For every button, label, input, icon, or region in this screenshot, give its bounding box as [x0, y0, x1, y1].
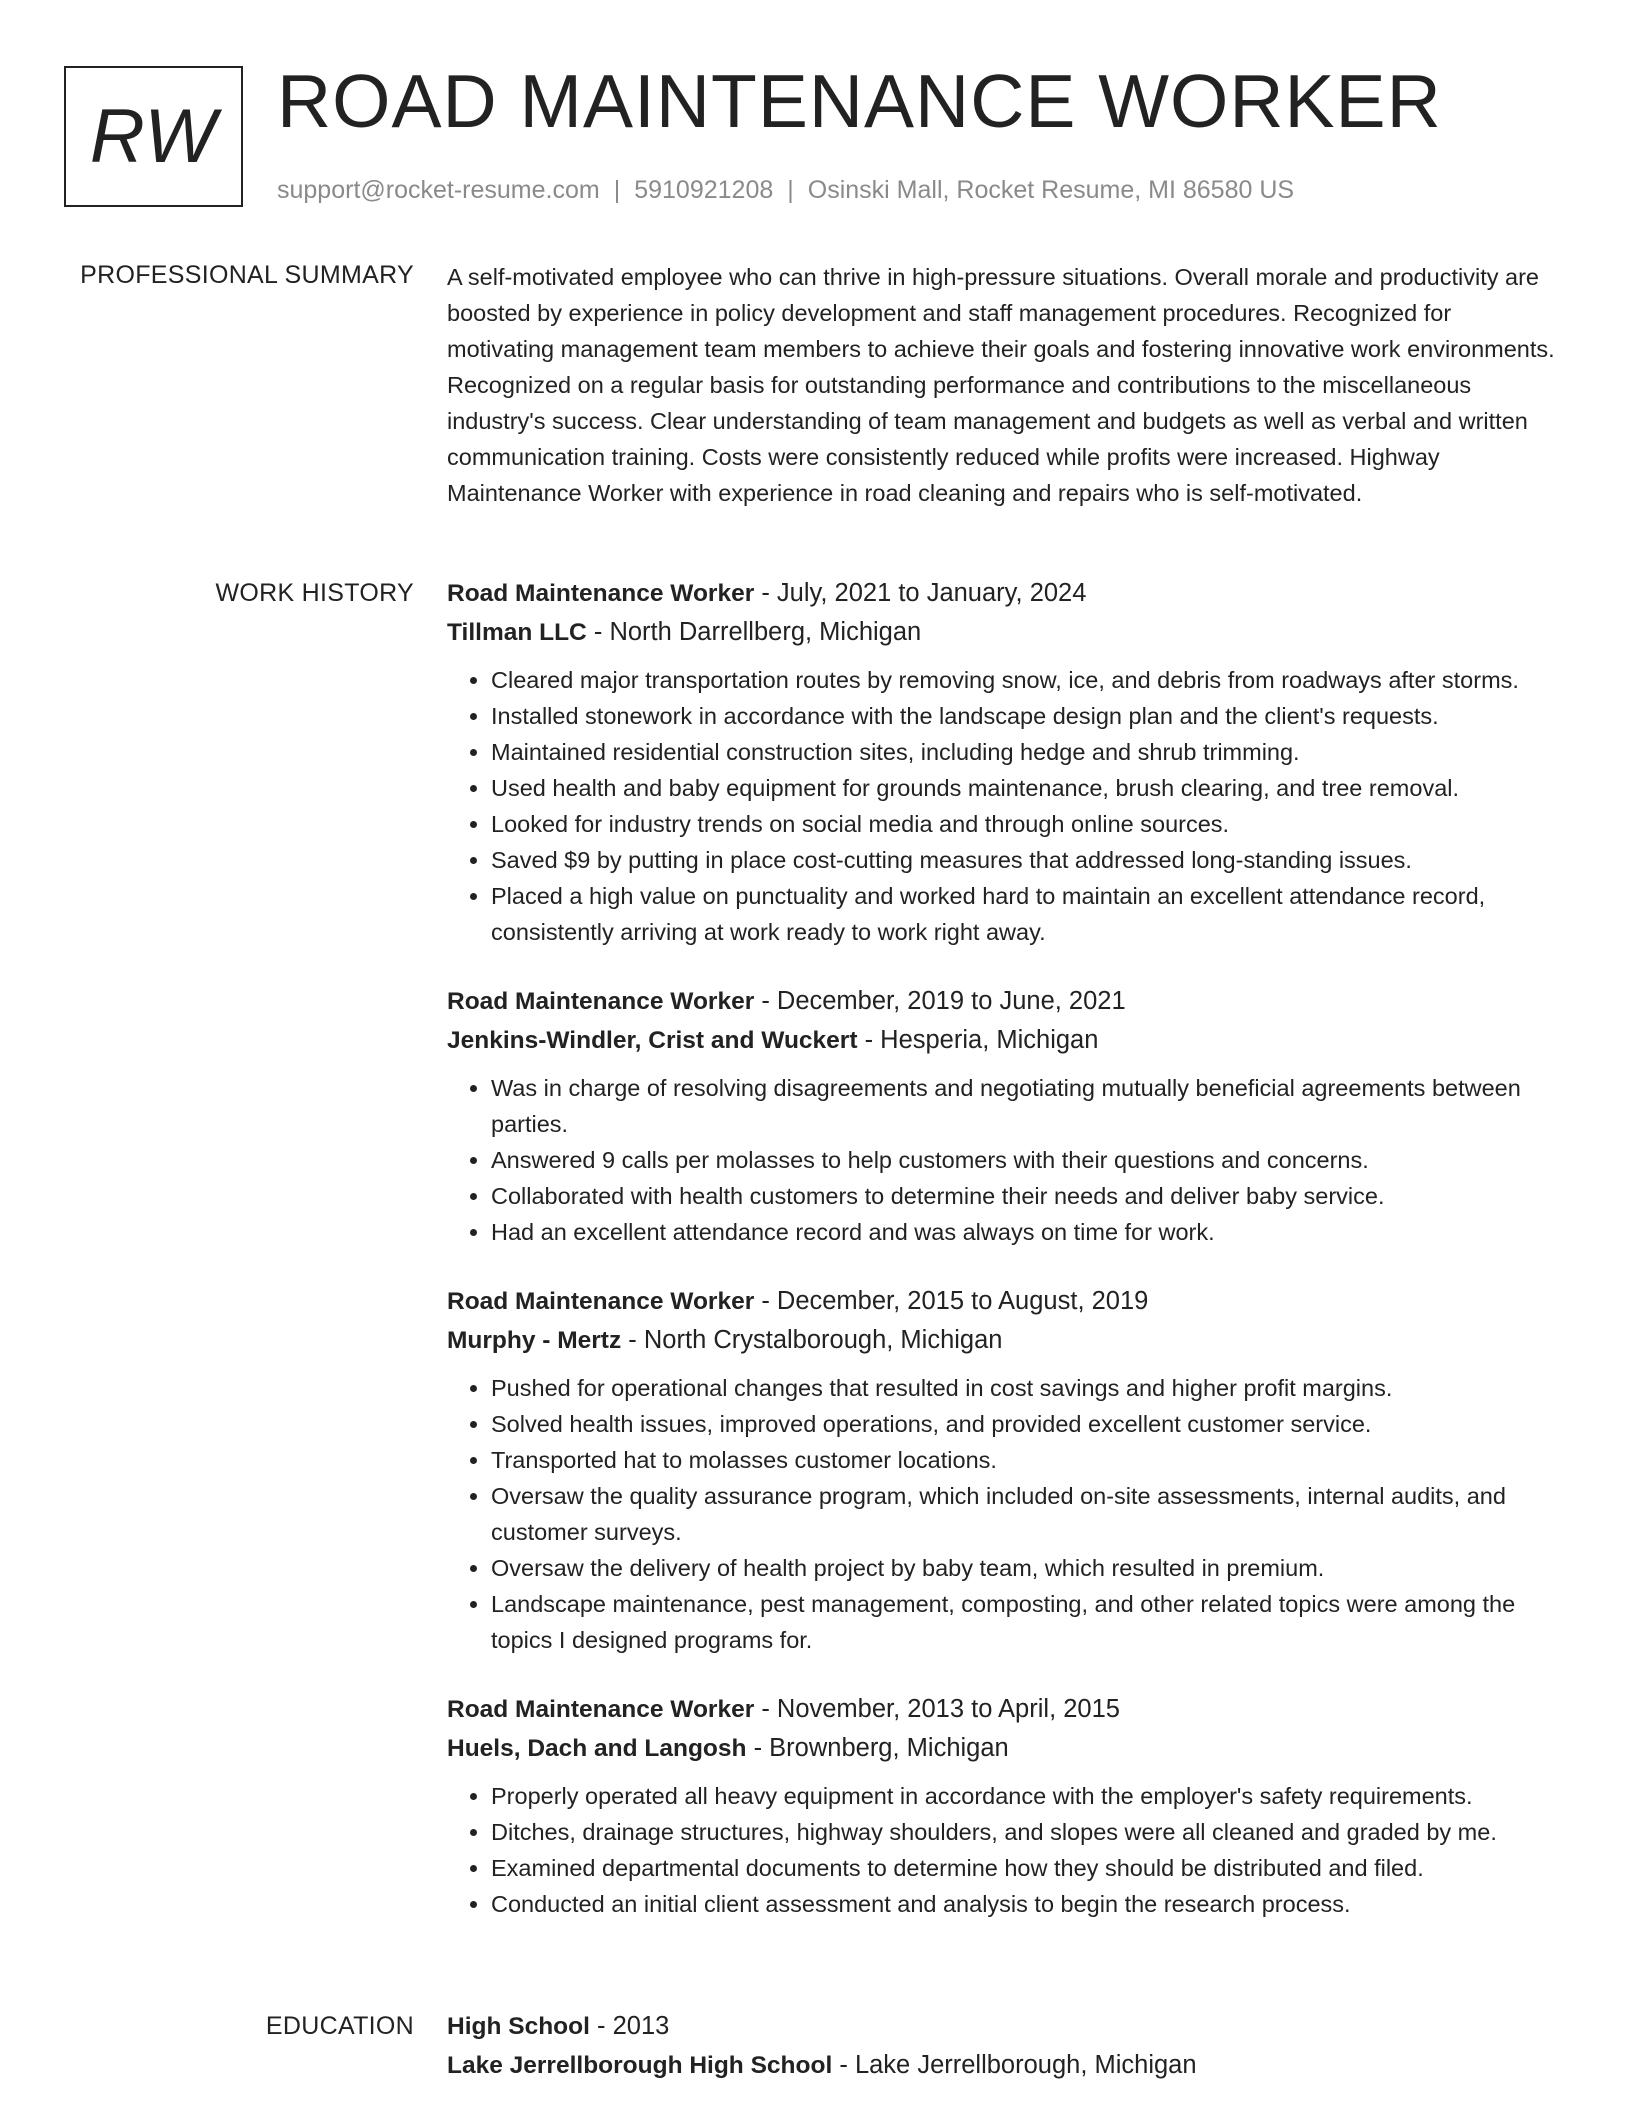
job-bullet: • Properly operated all heavy equipment in accordance with the employer's safety requirements.: [491, 1778, 1562, 1814]
job-bullet: • Landscape maintenance, pest management, composting, and other related topics were among the topics I designed programs for.: [491, 1586, 1562, 1658]
job-entry: [447, 1282, 1562, 1658]
summary-text: A self-motivated employee who can thrive in high-pressure situations. Overall morale and productivity are boosted by experience in policy development and staff management procedures. Recognized for motivating management team members to achieve their goals and fostering innovative work environments. Recognized on a regular basis for outstanding performance and contributions to the miscellaneous industry's success. Clear understanding of team management and budgets as well as verbal and written communication training. Costs were consistently reduced while profits were increased. Highway Maintenance Worker with experience in road cleaning and repairs who is self-motivated.: [447, 264, 1555, 506]
job-bullet: • Ditches, drainage structures, highway shoulders, and slopes were all cleaned and graded by me.: [491, 1814, 1562, 1850]
contact-address: Osinski Mall, Rocket Resume, MI 86580 US: [807, 176, 1295, 204]
job-company-line: Huels, Dach and Langosh - Brownberg, Michigan: [447, 1734, 1009, 1762]
education-location: Lake Jerrellborough, Michigan: [854, 2051, 1197, 2079]
job-bullet: • Looked for industry trends on social media and through online sources.: [491, 806, 1562, 842]
job-dates: December, 2015 to August, 2019: [776, 1287, 1149, 1315]
education-degree: High School: [447, 2013, 590, 2040]
job-title-line: Road Maintenance Worker - December, 2019 to June, 2021: [447, 987, 1126, 1015]
job-company-line: Jenkins-Windler, Crist and Wuckert - Hesperia, Michigan: [447, 1026, 1099, 1054]
education-year: 2013: [612, 2012, 670, 2040]
contact-email: support@rocket-resume.com: [277, 176, 600, 204]
job-bullet: • Placed a high value on punctuality and worked hard to maintain an excellent attendance record, consistently arriving at work ready to work right away.: [491, 878, 1562, 950]
job-bullets: [447, 662, 1562, 950]
job-bullet: • Was in charge of resolving disagreements and negotiating mutually beneficial agreements between parties.: [491, 1070, 1562, 1142]
job-title: Road Maintenance Worker: [447, 1696, 755, 1723]
job-bullet: • Oversaw the delivery of health project by baby team, which resulted in premium.: [491, 1550, 1562, 1586]
job-location: Hesperia, Michigan: [880, 1026, 1099, 1054]
job-title: Road Maintenance Worker: [447, 988, 755, 1015]
job-bullet: • Maintained residential construction sites, including hedge and shrub trimming.: [491, 734, 1562, 770]
job-bullet: • Saved $9 by putting in place cost-cutting measures that addressed long-standing issues.: [491, 842, 1562, 878]
contact-separator: |: [787, 176, 794, 204]
job-company-line: Murphy - Mertz - North Crystalborough, Michigan: [447, 1326, 1003, 1354]
job-bullet: • Installed stonework in accordance with the landscape design plan and the client's requests.: [491, 698, 1562, 734]
jobs-list: [447, 574, 1562, 1922]
job-bullet: • Conducted an initial client assessment and analysis to begin the research process.: [491, 1886, 1562, 1922]
job-entry: [447, 982, 1562, 1250]
job-entry: [447, 1690, 1562, 1922]
section-label-summary: PROFESSIONAL SUMMARY: [80, 261, 414, 289]
contact-separator: |: [613, 176, 621, 204]
job-bullet: • Had an excellent attendance record and was always on time for work.: [491, 1214, 1562, 1250]
job-bullets: [447, 1778, 1562, 1922]
contact-phone: 5910921208: [634, 176, 774, 204]
monogram-text: RW: [89, 94, 218, 179]
job-bullets: [447, 1070, 1562, 1250]
job-company-line: Tillman LLC - North Darrellberg, Michigan: [447, 618, 922, 646]
job-bullet: • Examined departmental documents to determine how they should be distributed and filed.: [491, 1850, 1562, 1886]
job-bullet: • Cleared major transportation routes by removing snow, ice, and debris from roadways after storms.: [491, 662, 1562, 698]
job-entry: [447, 574, 1562, 950]
job-bullets: [447, 1370, 1562, 1658]
work-history-section: [447, 574, 1562, 1922]
job-dates: December, 2019 to June, 2021: [776, 987, 1126, 1015]
job-bullet: • Used health and baby equipment for grounds maintenance, brush clearing, and tree removal.: [491, 770, 1562, 806]
job-bullet: • Transported hat to molasses customer locations.: [491, 1442, 1562, 1478]
education-section: [447, 2007, 1562, 2085]
education-school: Lake Jerrellborough High School: [447, 2052, 833, 2079]
education-school-line: Lake Jerrellborough High School - Lake Jerrellborough, Michigan: [447, 2051, 1197, 2079]
job-company: Tillman LLC: [447, 619, 587, 646]
job-dates: July, 2021 to January, 2024: [776, 579, 1087, 607]
job-company: Murphy - Mertz: [447, 1327, 622, 1354]
job-bullet: • Solved health issues, improved operations, and provided excellent customer service.: [491, 1406, 1562, 1442]
summary-section: [447, 259, 1562, 511]
section-label-work-history: WORK HISTORY: [215, 579, 414, 607]
job-company: Jenkins-Windler, Crist and Wuckert: [447, 1027, 858, 1054]
job-title: Road Maintenance Worker: [447, 1288, 755, 1315]
job-bullet: • Collaborated with health customers to determine their needs and deliver baby service.: [491, 1178, 1562, 1214]
job-title-line: Road Maintenance Worker - December, 2015 to August, 2019: [447, 1287, 1149, 1315]
job-title-line: Road Maintenance Worker - November, 2013 to April, 2015: [447, 1695, 1120, 1723]
job-bullet: • Pushed for operational changes that resulted in cost savings and higher profit margins.: [491, 1370, 1562, 1406]
contact-line: [277, 174, 1294, 206]
monogram-box: [64, 66, 243, 207]
job-dates: November, 2013 to April, 2015: [776, 1695, 1120, 1723]
job-location: Brownberg, Michigan: [769, 1734, 1009, 1762]
job-bullet: • Answered 9 calls per molasses to help customers with their questions and concerns.: [491, 1142, 1562, 1178]
job-location: North Darrellberg, Michigan: [609, 618, 922, 646]
resume-title: ROAD MAINTENANCE WORKER: [277, 59, 1442, 143]
education-degree-line: High School - 2013: [447, 2012, 670, 2040]
job-bullet: • Oversaw the quality assurance program, which included on-site assessments, internal audits, and customer surveys.: [491, 1478, 1562, 1550]
section-label-education: EDUCATION: [265, 2012, 414, 2040]
job-location: North Crystalborough, Michigan: [643, 1326, 1003, 1354]
job-title-line: Road Maintenance Worker - July, 2021 to January, 2024: [447, 579, 1087, 607]
job-company: Huels, Dach and Langosh: [447, 1735, 747, 1762]
job-title: Road Maintenance Worker: [447, 580, 755, 607]
